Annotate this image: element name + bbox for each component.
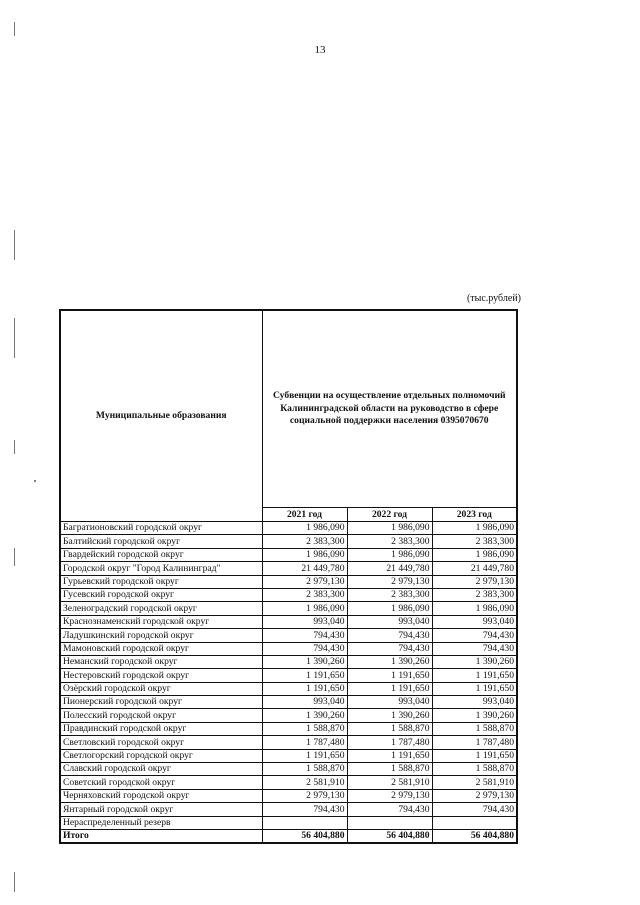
value-2023: 2 383,300 [432, 588, 517, 601]
table-row [60, 615, 517, 628]
value-2022: 1 986,090 [347, 522, 432, 535]
total-2022: 56 404,880 [347, 829, 432, 843]
total-2021: 56 404,880 [262, 829, 347, 843]
value-2022: 2 383,300 [347, 535, 432, 548]
value-2023: 794,430 [432, 629, 517, 642]
value-2021: 794,430 [262, 803, 347, 816]
value-2021: 2 383,300 [262, 535, 347, 548]
municipality-name: Неманский городской округ [60, 655, 262, 668]
value-2023: 2 979,130 [432, 575, 517, 588]
value-2023: 1 390,260 [432, 655, 517, 668]
municipality-name: Балтийский городской округ [60, 535, 262, 548]
value-2022: 794,430 [347, 629, 432, 642]
table-row [60, 669, 517, 682]
value-2022: 1 191,650 [347, 682, 432, 695]
value-2022: 1 588,870 [347, 722, 432, 735]
value-2022: 1 191,650 [347, 749, 432, 762]
value-2023 [432, 816, 517, 829]
units-label: (тыс.рублей) [466, 293, 521, 304]
table-row [60, 803, 517, 816]
table-row [60, 522, 517, 535]
table-row [60, 709, 517, 722]
value-2023: 2 979,130 [432, 789, 517, 802]
table-row [60, 816, 517, 829]
value-2023: 794,430 [432, 642, 517, 655]
value-2022: 21 449,780 [347, 562, 432, 575]
value-2022: 1 588,870 [347, 763, 432, 776]
value-2022: 1 986,090 [347, 548, 432, 561]
municipality-name: Багратионовский городской округ [60, 522, 262, 535]
table-row [60, 642, 517, 655]
value-2023: 1 986,090 [432, 522, 517, 535]
municipality-name: Зеленоградский городской округ [60, 602, 262, 615]
value-2023: 2 383,300 [432, 535, 517, 548]
table-row [60, 548, 517, 561]
value-2022: 2 581,910 [347, 776, 432, 789]
value-2023: 1 986,090 [432, 602, 517, 615]
value-2022: 794,430 [347, 642, 432, 655]
table-row [60, 789, 517, 802]
municipality-name: Ладушкинский городской округ [60, 629, 262, 642]
total-2023: 56 404,880 [432, 829, 517, 843]
table-row [60, 655, 517, 668]
municipality-name: Городской округ "Город Калининград" [60, 562, 262, 575]
scan-dot [34, 480, 36, 482]
municipality-name: Янтарный городской округ [60, 803, 262, 816]
table-row [60, 736, 517, 749]
table-row [60, 575, 517, 588]
value-2023: 1 986,090 [432, 548, 517, 561]
value-2021: 1 588,870 [262, 722, 347, 735]
total-label: Итого [60, 829, 262, 843]
value-2021: 993,040 [262, 615, 347, 628]
value-2023: 1 588,870 [432, 763, 517, 776]
table-row [60, 588, 517, 601]
value-2021: 794,430 [262, 629, 347, 642]
value-2023: 1 191,650 [432, 682, 517, 695]
value-2021 [262, 816, 347, 829]
value-2021: 794,430 [262, 642, 347, 655]
column-header-subvention: Субвенции на осуществление отдельных полномочий Калининградской области на руководство в сфере социальной поддержки населения 0395070670 [262, 310, 517, 508]
municipality-name: Черняховский городской округ [60, 789, 262, 802]
value-2022: 2 979,130 [347, 789, 432, 802]
value-2023: 993,040 [432, 615, 517, 628]
value-2022: 993,040 [347, 696, 432, 709]
municipality-name: Мамоновский городской округ [60, 642, 262, 655]
value-2022: 794,430 [347, 803, 432, 816]
value-2022: 2 979,130 [347, 575, 432, 588]
value-2021: 1 986,090 [262, 548, 347, 561]
value-2023: 993,040 [432, 696, 517, 709]
municipality-name: Гвардейский городской округ [60, 548, 262, 561]
column-header-2023: 2023 год [432, 508, 517, 522]
value-2023: 2 581,910 [432, 776, 517, 789]
value-2021: 993,040 [262, 696, 347, 709]
value-2021: 1 986,090 [262, 522, 347, 535]
value-2022: 1 191,650 [347, 669, 432, 682]
value-2021: 2 979,130 [262, 575, 347, 588]
column-header-2022: 2022 год [347, 508, 432, 522]
value-2023: 1 191,650 [432, 669, 517, 682]
municipality-name: Гусевский городской округ [60, 588, 262, 601]
municipality-name: Озёрский городской округ [60, 682, 262, 695]
municipality-name: Нестеровский городской округ [60, 669, 262, 682]
value-2021: 1 986,090 [262, 602, 347, 615]
scan-margin-mark [14, 22, 15, 36]
table-row [60, 682, 517, 695]
value-2021: 21 449,780 [262, 562, 347, 575]
value-2021: 2 581,910 [262, 776, 347, 789]
municipality-name: Славский городской округ [60, 763, 262, 776]
value-2023: 1 787,480 [432, 736, 517, 749]
scan-margin-mark [14, 872, 15, 892]
value-2023: 1 588,870 [432, 722, 517, 735]
scan-margin-mark [14, 548, 15, 566]
value-2021: 1 390,260 [262, 655, 347, 668]
value-2021: 1 191,650 [262, 669, 347, 682]
scan-margin-mark [14, 440, 15, 454]
value-2022: 1 390,260 [347, 709, 432, 722]
scan-margin-mark [14, 318, 15, 358]
table-row [60, 722, 517, 735]
value-2022: 1 986,090 [347, 602, 432, 615]
table-row [60, 562, 517, 575]
table-row [60, 602, 517, 615]
value-2021: 1 191,650 [262, 682, 347, 695]
total-row [60, 829, 517, 843]
value-2021: 1 588,870 [262, 763, 347, 776]
municipality-name: Правдинский городской округ [60, 722, 262, 735]
value-2021: 2 979,130 [262, 789, 347, 802]
scan-margin-mark [14, 230, 15, 260]
value-2021: 1 390,260 [262, 709, 347, 722]
table-row [60, 763, 517, 776]
value-2021: 1 787,480 [262, 736, 347, 749]
table-row [60, 629, 517, 642]
table-row [60, 749, 517, 762]
value-2023: 1 191,650 [432, 749, 517, 762]
table-row [60, 696, 517, 709]
value-2021: 2 383,300 [262, 588, 347, 601]
municipality-name: Советский городской округ [60, 776, 262, 789]
value-2022: 993,040 [347, 615, 432, 628]
municipality-name: Нераспределенный резерв [60, 816, 262, 829]
municipality-name: Краснознаменский городской округ [60, 615, 262, 628]
municipality-name: Полесский городской округ [60, 709, 262, 722]
page-number: 13 [314, 44, 326, 56]
value-2021: 1 191,650 [262, 749, 347, 762]
value-2022: 1 390,260 [347, 655, 432, 668]
value-2022: 1 787,480 [347, 736, 432, 749]
column-header-municipality: Муниципальные образования [60, 310, 262, 522]
value-2023: 1 390,260 [432, 709, 517, 722]
table-row [60, 535, 517, 548]
value-2022 [347, 816, 432, 829]
municipality-name: Светловский городской округ [60, 736, 262, 749]
value-2023: 794,430 [432, 803, 517, 816]
value-2022: 2 383,300 [347, 588, 432, 601]
value-2023: 21 449,780 [432, 562, 517, 575]
municipality-name: Светлогорский городской округ [60, 749, 262, 762]
municipality-name: Гурьевский городской округ [60, 575, 262, 588]
column-header-2021: 2021 год [262, 508, 347, 522]
subvention-table [59, 309, 518, 844]
municipality-name: Пионерский городской округ [60, 696, 262, 709]
table-row [60, 776, 517, 789]
